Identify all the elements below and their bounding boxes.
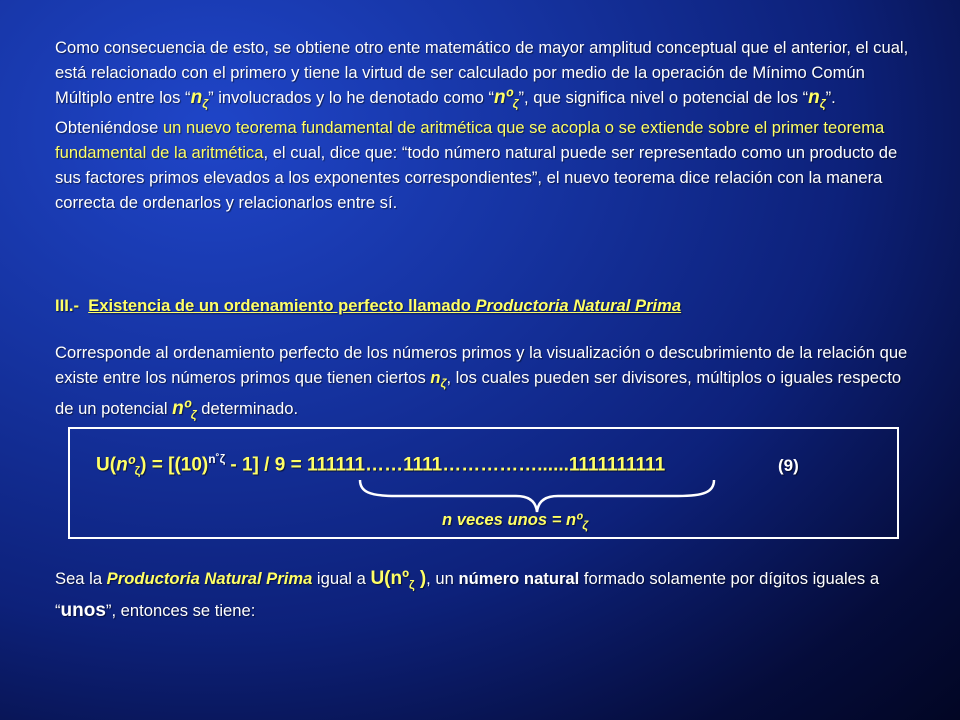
conclusion-text-e: ”, entonces se tiene: [105, 600, 256, 620]
intro-text-b: ” involucrados y lo he denotado como “ [208, 87, 495, 107]
intro-text-c: ”, que significa nivel o potencial de los “ [518, 87, 809, 107]
ordering-text-b: , los cuales pueden ser divisores, múltiplos o iguales respecto de un potencial [55, 368, 902, 419]
intro-text-e: , el cual, dice que: “todo número natural puede ser representado como un producto de sus factores primos elevados a los exponentes correspondientes”, el nuevo teorema dice relación con la manera correcta de ordenarlos y relacionarlos entre sí. [55, 142, 898, 212]
conclusion-text-a: Sea la [55, 569, 107, 588]
numero-natural-term: número natural [458, 569, 580, 588]
intro-text-d: ”. Obteniéndose [55, 87, 836, 138]
paragraph-conclusion [55, 566, 915, 623]
unos-term: unos [60, 599, 106, 621]
ordering-text-a: Corresponde al ordenamiento perfecto de los números primos y la visualización o descubrimiento de la relación que existe entre los números primos que tienen ciertos [55, 343, 908, 387]
intro-highlight: un nuevo teorema fundamental de aritmética que se acopla o se extiende sobre el primer teorema fundamental de la aritmética [55, 118, 885, 162]
n-zeta-3: $n_\zeta$ [430, 368, 447, 391]
no-zeta-1: nº$_\zeta$ [494, 86, 519, 111]
section-heading [55, 296, 681, 316]
equation-number: (9) [778, 456, 799, 475]
paragraph-ordering [55, 340, 915, 428]
formula-9: U(nº$_\zeta$) = $[(10)^{n˚\zeta} - 1] / 9$ = 111111……1111……………......1111111111 [96, 452, 666, 479]
no-zeta-2: nº$_\zeta$ [172, 398, 197, 423]
conclusion-text-c: , un [426, 569, 459, 588]
productoria-term: Productoria Natural Prima [106, 569, 313, 588]
conclusion-text-d: formado solamente por dígitos iguales a “ [55, 569, 880, 620]
n-veces-unos-label: n veces unos = nº$_\zeta$ [442, 510, 589, 533]
n-zeta-1: $n_\zeta$ [190, 86, 209, 111]
ordering-text-c: determinado. [196, 399, 299, 419]
n-zeta-2: $n_\zeta$ [808, 86, 826, 111]
intro-text-a: Como consecuencia de esto, se obtiene otro ente matemático de mayor amplitud conceptual que el anterior, el cual, está relacionado con el primero y tiene la virtud de ser calculado por medio de la operación de Mínimo Común Múltiplo entre los “ [55, 38, 909, 107]
section-title: Existencia de un ordenamiento perfecto llamado Productoria Natural Prima [88, 296, 682, 315]
paragraph-intro [55, 36, 915, 215]
conclusion-text-b: igual a [312, 569, 371, 588]
section-number: III.- [55, 296, 79, 315]
u-no-zeta: U(nº$_\zeta$ ) [370, 568, 427, 592]
